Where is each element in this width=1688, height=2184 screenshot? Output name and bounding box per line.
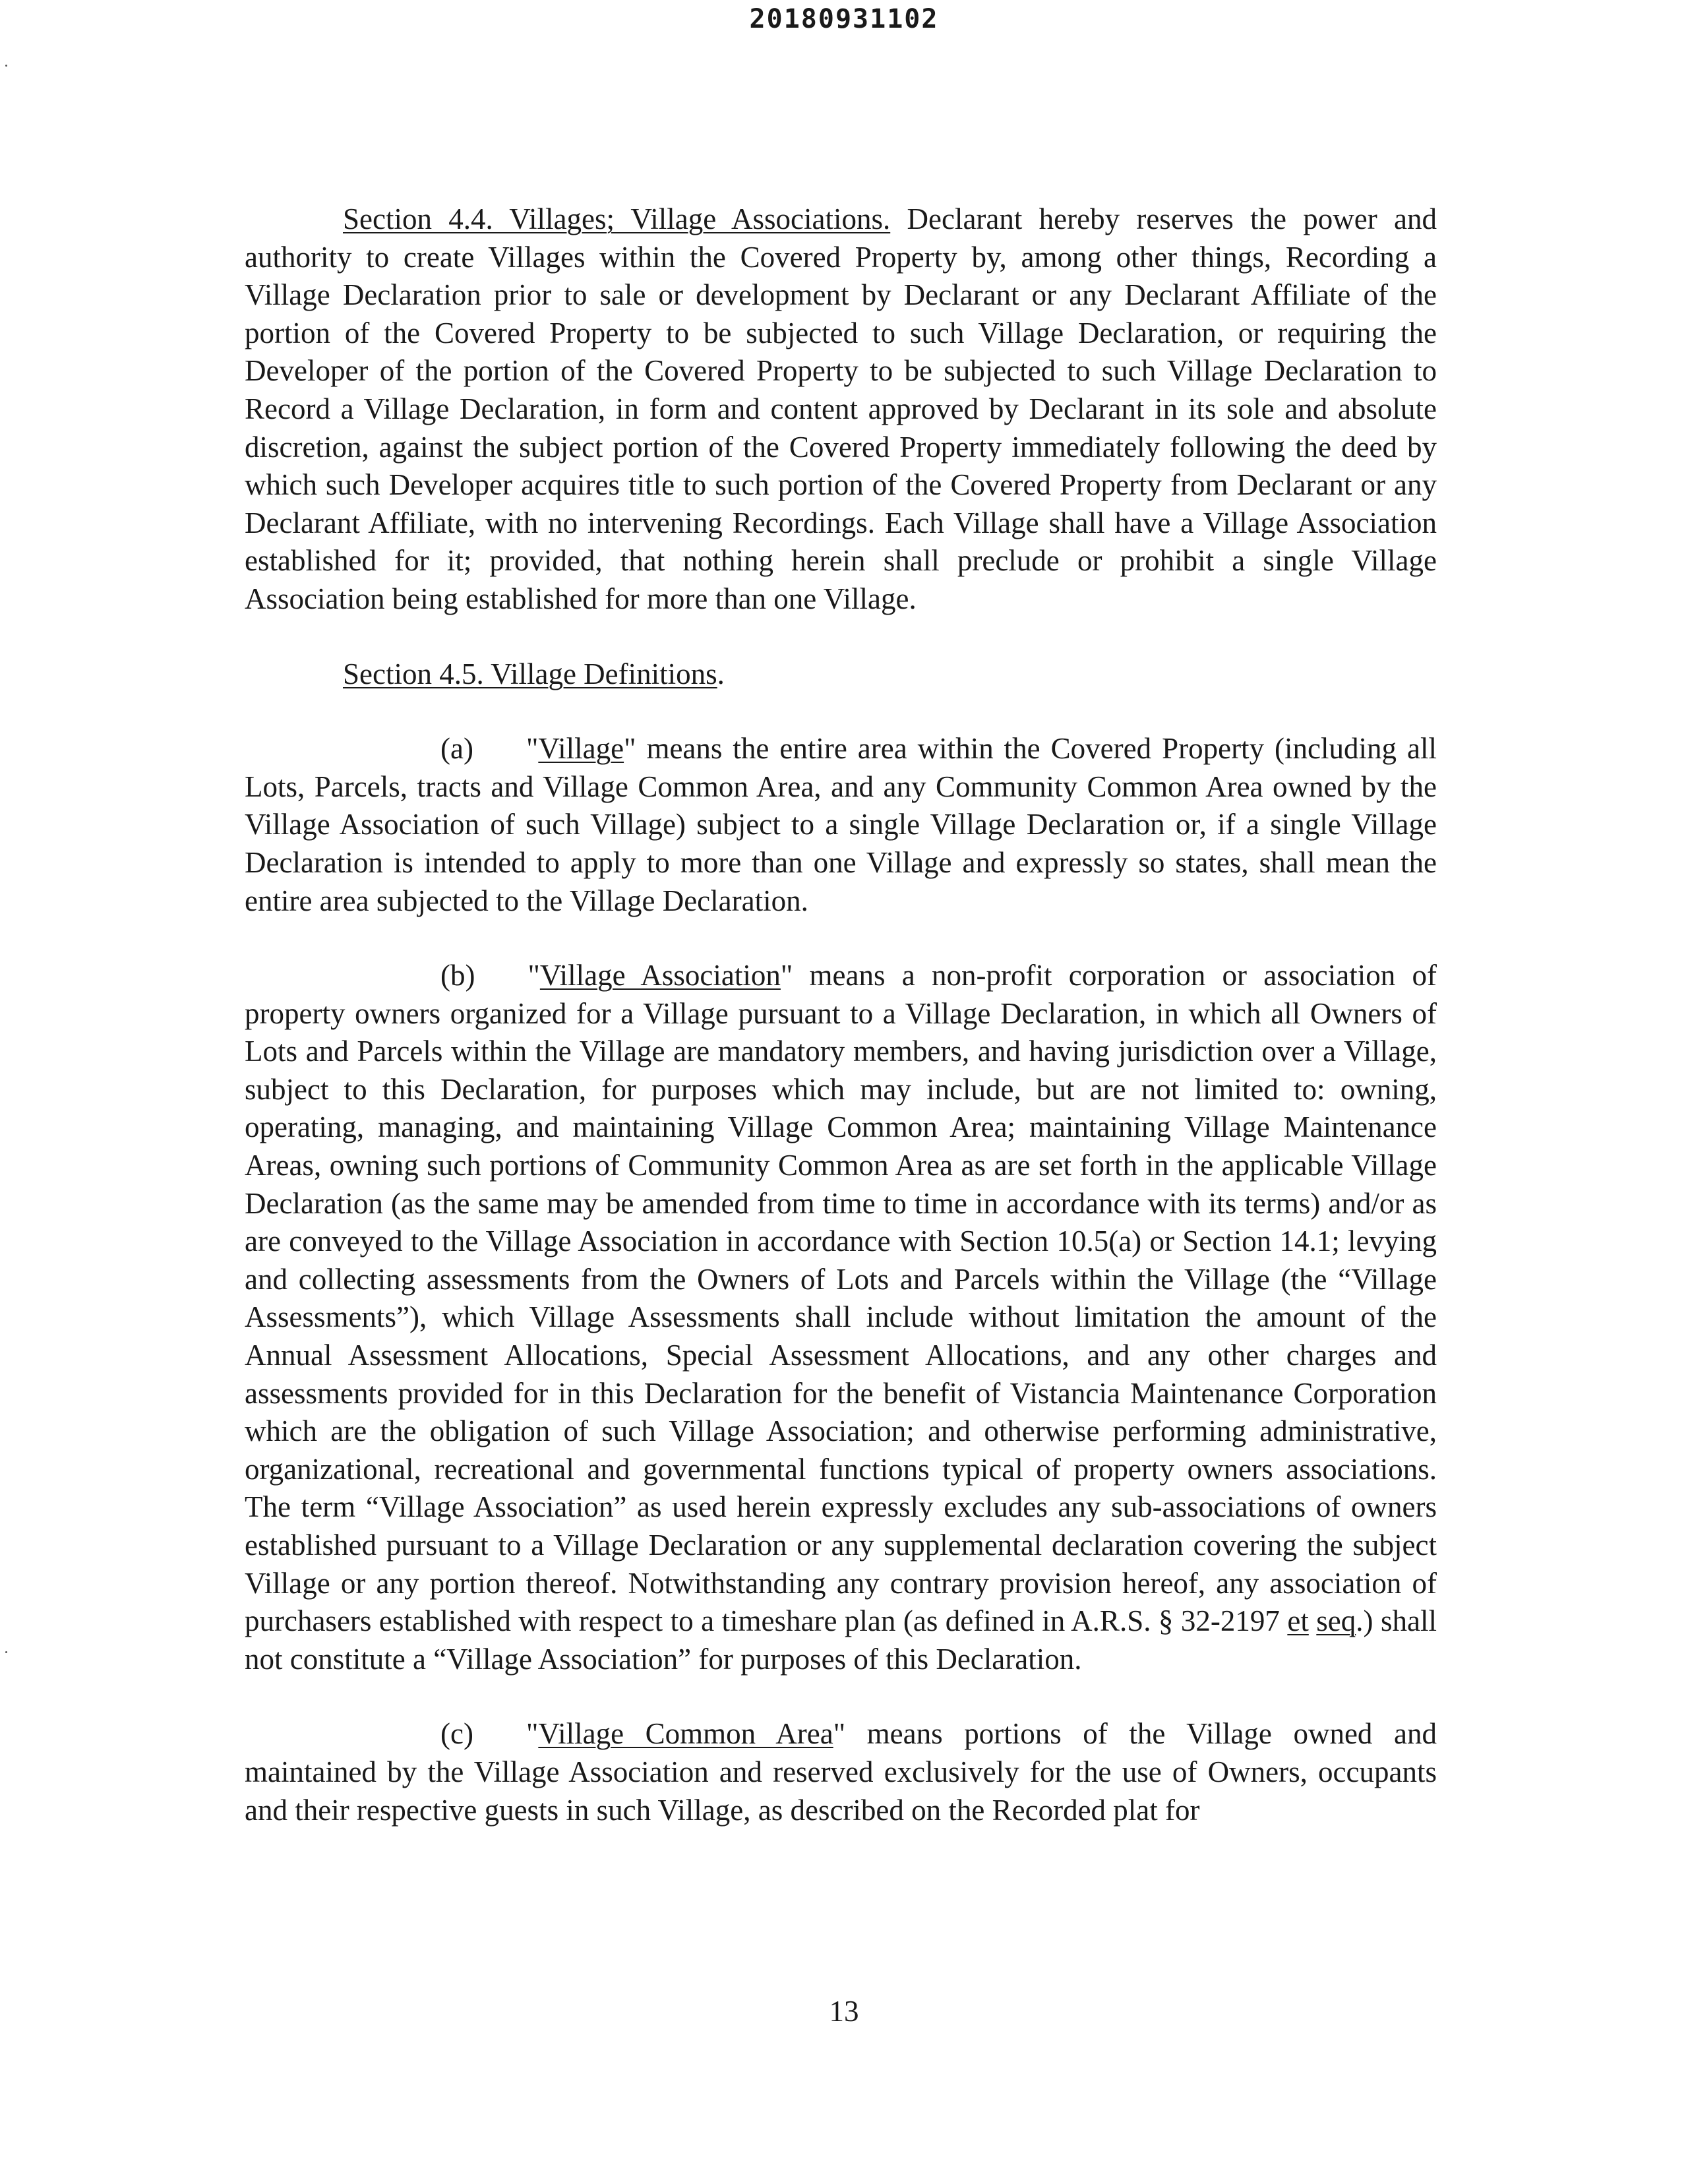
definition-marker: (a): [440, 732, 473, 766]
definition-marker: (b): [440, 959, 475, 992]
section-4-5-paragraph: [245, 655, 1437, 694]
definition-text: " means a non-profit corporation or association of property owners organized for a Village pursuant to a Village Declaration, in which all Owners of Lots and Parcels within the Village are mandatory members, and having jurisdiction over a Village, subject to this Declaration, for purposes which may include, but are not limited to: owning, operating, managing, and maintaining Village Common Area; maintaining Village Maintenance Areas, owning such portions of Community Common Area as are set forth in the applicable Village Declaration (as the same may be amended from time to time in accordance with its terms) and/or as are conveyed to the Village Association in accordance with Section 10.5(a) or Section 14.1; levying and collecting assessments from the Owners of Lots and Parcels within the Village (the “Village Assessments”), which Village Assessments shall include without limitation the amount of the Annual Assessment Allocations, Special Assessment Allocations, and any other charges and assessments provided for in this Declaration for the benefit of Vistancia Maintenance Corporation which are the obligation of such Village Association; and otherwise performing administrative, organizational, recreational and governmental functions typical of property owners associations. The term “Village Association” as used herein expressly excludes any sub-associations of owners established pursuant to a Village Declaration or any supplemental declaration covering the subject Village or any portion thereof. Notwithstanding any contrary provision hereof, any association of purchasers established with respect to a timeshare plan (as defined in A.R.S. § 32-2197: [245, 959, 1437, 1638]
definition-text-end: .) shall not constitute a “Village Association” for purposes of this Declaration.: [245, 1604, 1437, 1676]
scan-speck: [5, 65, 7, 67]
document-number: 20180931102: [749, 4, 939, 34]
scan-speck: [5, 1651, 7, 1653]
definition-open-quote: ": [526, 732, 539, 766]
definition-text: " means portions of the Village owned and maintained by the Village Association and reserved exclusively for the use of Owners, occupants and their respective guests in such Village, as described on the Recorded plat for: [245, 1717, 1437, 1827]
latin-et: et: [1287, 1604, 1309, 1638]
latin-seq: seq: [1316, 1604, 1356, 1638]
definition-text: " means the entire area within the Covered Property (including all Lots, Parcels, tracts and Village Common Area, and any Community Common Area owned by the Village Association of such Village) subject to a single Village Declaration or, if a single Village Declaration is intended to apply to more than one Village and expressly so states, shall mean the entire area subjected to the Village Declaration.: [245, 732, 1437, 917]
section-4-5-heading-period: .: [717, 657, 725, 690]
page-number: 13: [829, 1995, 859, 2028]
latin-space: [1309, 1604, 1316, 1637]
definition-a: [245, 730, 1437, 920]
definition-open-quote: ": [526, 1717, 539, 1751]
definition-c: [245, 1715, 1437, 1829]
section-4-5-heading: Section 4.5. Village Definitions: [343, 657, 717, 690]
definition-b: [245, 957, 1437, 1678]
section-4-4-paragraph: [245, 200, 1437, 619]
definition-marker: (c): [440, 1717, 473, 1751]
section-4-4-body: Declarant hereby reserves the power and authority to create Villages within the Covered Property by, among other things, Recording a Village Declaration prior to sale or development by Declarant or any Declarant Affiliate of the portion of the Covered Property to be subjected to such Village Declaration, or requiring the Developer of the portion of the Covered Property to be subjected to such Village Declaration to Record a Village Declaration, in form and content approved by Declarant in its sole and absolute discretion, against the subject portion of the Covered Property immediately following the deed by which such Developer acquires title to such portion of the Covered Property from Declarant or any Declarant Affiliate, with no intervening Recordings. Each Village shall have a Village Association established for it; provided, that nothing herein shall preclude or prohibit a single Village Association being established for more than one Village.: [245, 202, 1437, 615]
definition-open-quote: ": [528, 959, 540, 992]
definition-term: Village Association: [539, 959, 781, 992]
document-body: [245, 200, 1437, 1829]
section-4-4-heading: Section 4.4. Villages; Village Associations.: [343, 202, 891, 235]
definition-term: Village: [538, 732, 624, 766]
definition-term: Village Common Area: [538, 1717, 833, 1751]
